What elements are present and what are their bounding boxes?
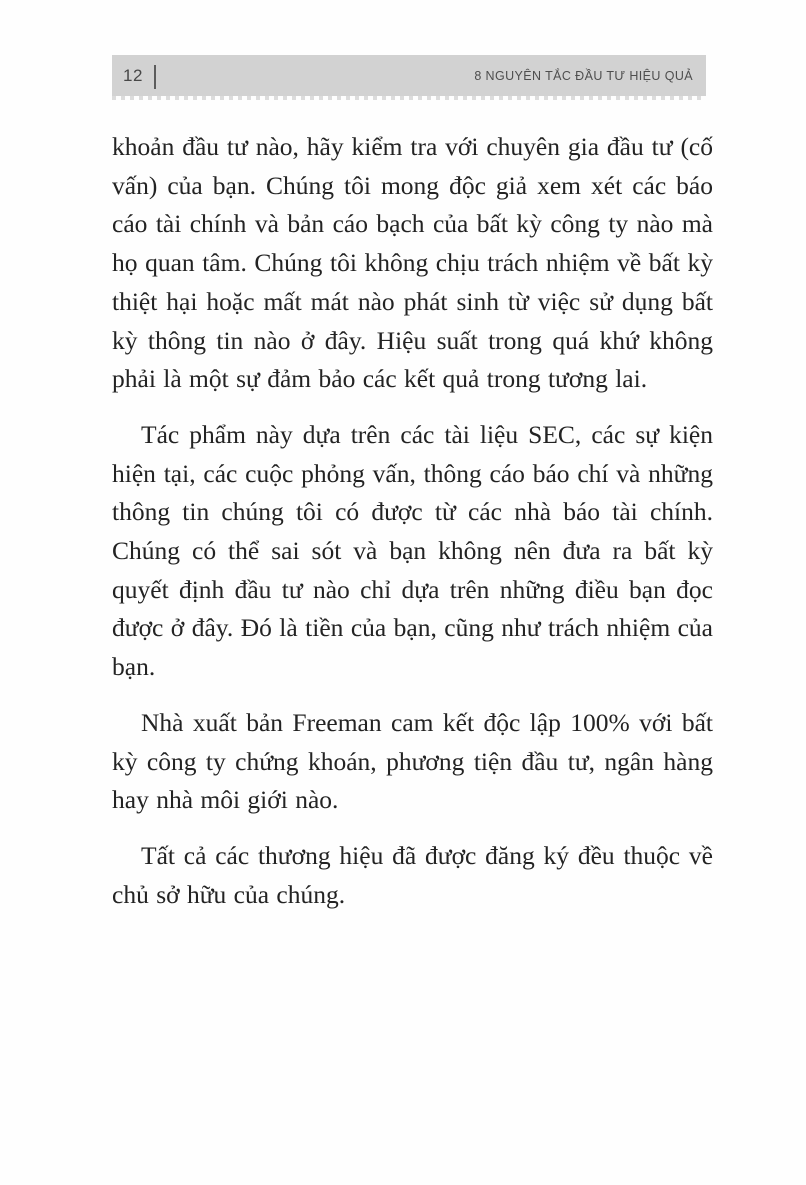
- body-paragraph: Nhà xuất bản Freeman cam kết độc lập 100% với bất kỳ công ty chứng khoán, phương tiện đầu tư, ngân hàng hay nhà môi giới nào.: [112, 707, 713, 815]
- page-number: 12: [123, 65, 143, 85]
- page-header-left: [123, 63, 156, 89]
- header-divider-bar: [154, 65, 156, 89]
- running-title: 8 NGUYÊN TẮC ĐẦU TƯ HIỆU QUẢ: [474, 68, 693, 83]
- body-paragraph: Tác phẩm này dựa trên các tài liệu SEC, các sự kiện hiện tại, các cuộc phỏng vấn, thông cáo báo chí và những thông tin chúng tôi có được từ các nhà báo tài chính. Chúng có thể sai sót và bạn không nên đưa ra bất kỳ quyết định đầu tư nào chỉ dựa trên những điều bạn đọc được ở đây. Đó là tiền của bạn, cũng như trách nhiệm của bạn.: [112, 419, 713, 682]
- body-paragraph: Tất cả các thương hiệu đã được đăng ký đều thuộc về chủ sở hữu của chúng.: [112, 840, 713, 909]
- body-paragraph: khoản đầu tư nào, hãy kiểm tra với chuyên gia đầu tư (cố vấn) của bạn. Chúng tôi mong độc giả xem xét các báo cáo tài chính và bản cáo bạch của bất kỳ công ty nào mà họ quan tâm. Chúng tôi không chịu trách nhiệm về bất kỳ thiệt hại hoặc mất mát nào phát sinh từ việc sử dụng bất kỳ thông tin nào ở đây. Hiệu suất trong quá khứ không phải là một sự đảm bảo các kết quả trong tương lai.: [112, 132, 713, 394]
- page-header: [112, 55, 706, 96]
- page-body: [112, 128, 713, 931]
